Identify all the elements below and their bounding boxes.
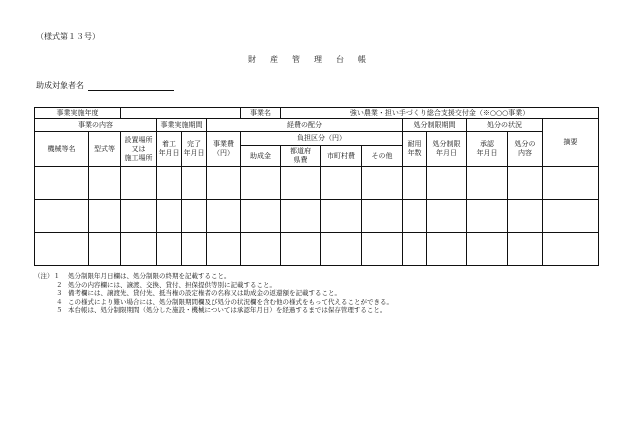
table-cell[interactable] — [467, 167, 508, 200]
table-cell[interactable] — [281, 167, 321, 200]
table-cell[interactable] — [121, 167, 157, 200]
note-text: 本台帳は、処分制限期間（処分した施設・機械については承認年月日）を経過するまでは保存管理すること。 — [68, 306, 387, 315]
note-number: ２ — [56, 280, 63, 289]
table-row — [35, 167, 599, 200]
note-item — [36, 306, 393, 315]
header-restriction-period: 処分制限期間 — [403, 119, 467, 132]
table-cell[interactable] — [508, 167, 543, 200]
note-item — [36, 289, 393, 298]
fiscal-year-label: 事業実施年度 — [35, 108, 121, 119]
asset-ledger-table — [34, 107, 599, 266]
note-text: 処分制限年月日欄は、処分制限の終期を記載すること。 — [68, 272, 231, 280]
table-cell[interactable] — [508, 200, 543, 233]
project-name-value: 強い農業・担い手づくり総合支援交付金（※○○○事業） — [281, 108, 599, 119]
table-cell[interactable] — [121, 200, 157, 233]
header-useful-life: 耐用 年数 — [403, 132, 427, 167]
table-cell[interactable] — [543, 233, 599, 266]
table-cell[interactable] — [467, 200, 508, 233]
table-cell[interactable] — [35, 200, 89, 233]
table-cell[interactable] — [427, 200, 467, 233]
table-cell[interactable] — [362, 200, 403, 233]
table-cell[interactable] — [427, 167, 467, 200]
page-title: 財産管理台帳 — [248, 55, 380, 64]
header-approval-date: 承認 年月日 — [467, 132, 508, 167]
header-prefecture-cost: 都道府 県費 — [281, 146, 321, 167]
header-disposal-status: 処分の状況 — [467, 119, 543, 132]
table-cell[interactable] — [362, 233, 403, 266]
note-number: （注）１ — [34, 272, 60, 280]
recipient-name-label: 助成対象者名 — [36, 81, 84, 90]
table-cell[interactable] — [281, 233, 321, 266]
header-location: 設置場所 又は 施工場所 — [121, 132, 157, 167]
table-row — [35, 119, 599, 132]
note-text: 備考欄には、譲渡先、貸付先、抵当権の設定権者の名称又は助成金の返還額を記載すること。 — [68, 289, 341, 298]
table-cell[interactable] — [89, 167, 121, 200]
table-cell[interactable] — [157, 200, 182, 233]
note-text: 処分の内容欄には、譲渡、交換、貸付、担保提供等別に記載すること。 — [68, 280, 276, 289]
table-cell[interactable] — [543, 167, 599, 200]
header-disposal-content: 処分の 内容 — [508, 132, 543, 167]
notes-section — [36, 272, 393, 315]
table-cell[interactable] — [89, 233, 121, 266]
table-cell[interactable] — [157, 167, 182, 200]
header-model: 型式等 — [89, 132, 121, 167]
header-start-date: 着工 年月日 — [157, 132, 182, 167]
table-row — [35, 108, 599, 119]
header-cost-allocation: 経費の配分 — [207, 119, 403, 132]
table-cell[interactable] — [89, 200, 121, 233]
table-cell[interactable] — [321, 200, 362, 233]
table-cell[interactable] — [403, 233, 427, 266]
note-text: この様式により難い場合には、処分制限期間欄及び処分の状況欄を含む他の様式をもって代えることができる。 — [68, 297, 393, 306]
header-remarks: 摘要 — [543, 119, 599, 167]
table-cell[interactable] — [362, 167, 403, 200]
fiscal-year-value-cell[interactable] — [121, 108, 241, 119]
header-burden-category: 負担区分（円） — [241, 132, 403, 146]
header-project-content: 事業の内容 — [35, 119, 157, 132]
header-project-cost: 事業費 （円） — [207, 132, 241, 167]
note-number: ５ — [56, 306, 63, 315]
table-cell[interactable] — [467, 233, 508, 266]
recipient-name-underline — [88, 90, 174, 91]
header-completion-date: 完了 年月日 — [182, 132, 207, 167]
table-cell[interactable] — [321, 233, 362, 266]
table-cell[interactable] — [321, 167, 362, 200]
note-item — [36, 281, 393, 290]
header-other: その他 — [362, 146, 403, 167]
table-cell[interactable] — [182, 167, 207, 200]
table-cell[interactable] — [508, 233, 543, 266]
table-cell[interactable] — [241, 200, 281, 233]
table-cell[interactable] — [241, 167, 281, 200]
table-cell[interactable] — [35, 167, 89, 200]
header-municipal-cost: 市町村費 — [321, 146, 362, 167]
table-cell[interactable] — [543, 200, 599, 233]
table-cell[interactable] — [403, 200, 427, 233]
header-restriction-date: 処分制限 年月日 — [427, 132, 467, 167]
table-cell[interactable] — [207, 233, 241, 266]
table-cell[interactable] — [403, 167, 427, 200]
table-row — [35, 200, 599, 233]
table-cell[interactable] — [157, 233, 182, 266]
project-name-label: 事業名 — [241, 108, 281, 119]
table-cell[interactable] — [182, 233, 207, 266]
table-cell[interactable] — [121, 233, 157, 266]
table-cell[interactable] — [427, 233, 467, 266]
table-cell[interactable] — [281, 200, 321, 233]
header-machine-name: 機械等名 — [35, 132, 89, 167]
table-cell[interactable] — [207, 200, 241, 233]
header-project-period: 事業実施期間 — [157, 119, 207, 132]
header-subsidy: 助成金 — [241, 146, 281, 167]
note-item — [36, 272, 393, 281]
table-row — [35, 132, 599, 146]
form-number-label: （様式第１３号） — [36, 32, 100, 41]
table-cell[interactable] — [35, 233, 89, 266]
note-number: ３ — [56, 289, 63, 298]
table-cell[interactable] — [182, 200, 207, 233]
table-cell[interactable] — [207, 167, 241, 200]
table-cell[interactable] — [241, 233, 281, 266]
note-number: ４ — [56, 297, 63, 306]
table-row — [35, 233, 599, 266]
